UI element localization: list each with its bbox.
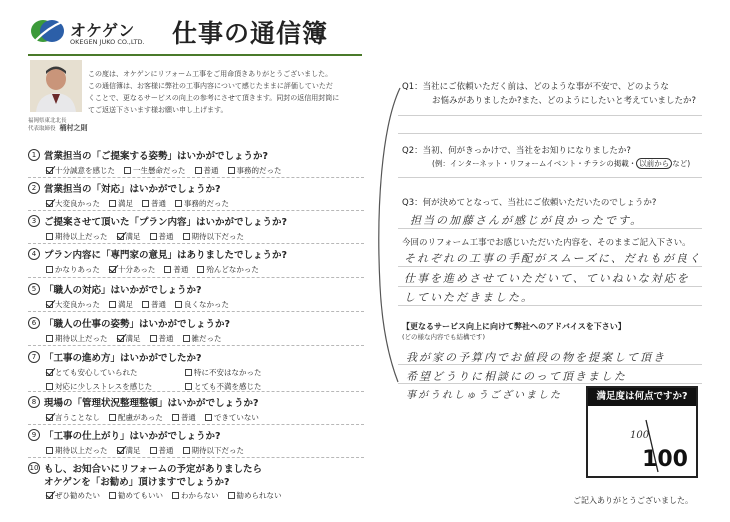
option[interactable] — [117, 231, 141, 242]
q2-examples-text: (例：インターネット・リフォームイベント・チラシの掲載・ — [432, 159, 637, 168]
divider — [28, 391, 364, 392]
answer-line — [398, 383, 702, 384]
option[interactable] — [172, 412, 196, 423]
intro-text — [88, 68, 364, 116]
q2-examples-end: など) — [672, 159, 691, 168]
checkbox-checked[interactable] — [117, 447, 124, 454]
option[interactable] — [46, 412, 100, 423]
q2-examples — [432, 158, 690, 169]
checkbox[interactable] — [150, 233, 157, 240]
bracket-mark — [374, 86, 404, 386]
advice-title: 【更なるサービス向上に向けて弊社へのアドバイスを下さい】 — [402, 322, 626, 331]
option-label: 十分あった — [117, 265, 156, 274]
option-label: かなりあった — [55, 265, 100, 274]
option[interactable] — [109, 264, 155, 275]
checkbox[interactable] — [185, 369, 192, 376]
question-3 — [28, 214, 364, 242]
option-label: ぜひ勧めたい — [55, 491, 100, 500]
divider — [28, 277, 364, 278]
checkbox[interactable] — [124, 167, 131, 174]
option-label: 満足 — [118, 300, 133, 309]
checkbox[interactable] — [172, 492, 179, 499]
checkbox[interactable] — [109, 200, 116, 207]
question-5 — [28, 282, 364, 310]
option-label: 特に不安はなかった — [194, 368, 262, 377]
option-label: 普通 — [180, 413, 196, 422]
option-label: 期待以上だった — [55, 334, 108, 343]
option-label: 良くなかった — [184, 300, 229, 309]
option[interactable] — [183, 445, 245, 456]
checkbox-checked[interactable] — [46, 492, 53, 499]
checkbox[interactable] — [150, 335, 157, 342]
checkbox[interactable] — [164, 266, 171, 273]
q1-text: Q1：当社にご依頼いただく前は、どのような事が不安で、どのような — [402, 82, 669, 92]
advice-handwritten-answer: 我が家の予算内でお値段の物を提案して頂き — [406, 351, 666, 364]
q1-text-line2: お悩みがありましたか?また、どのようにしたいと考えていましたか? — [432, 96, 697, 106]
president-photo — [30, 60, 82, 112]
question-9 — [28, 428, 364, 456]
option[interactable] — [185, 367, 262, 378]
option[interactable] — [109, 412, 163, 423]
checkbox-checked[interactable] — [117, 233, 124, 240]
option-label: 普通 — [173, 265, 189, 274]
option-label: 普通 — [158, 446, 174, 455]
divider — [28, 311, 364, 312]
option-label: 対応に少しストレスを感じた — [55, 382, 153, 391]
question-7 — [28, 350, 364, 392]
option[interactable] — [197, 264, 259, 275]
option-label: 普通 — [203, 166, 219, 175]
question-number: 6 — [28, 317, 40, 329]
option-label: 満足 — [125, 446, 141, 455]
checkbox[interactable] — [228, 167, 235, 174]
president-name: 桶村之則 — [59, 124, 88, 132]
option[interactable] — [117, 333, 141, 344]
answer-line — [398, 177, 702, 178]
option-label: とても不満を感じた — [194, 382, 262, 391]
checkbox-checked[interactable] — [46, 369, 53, 376]
question-text: もし、お知合いにリフォームの予定がありましたら — [44, 463, 263, 475]
option[interactable] — [172, 490, 219, 501]
option[interactable] — [150, 333, 174, 344]
president-role: 代表取締役 — [28, 126, 56, 132]
checkbox[interactable] — [142, 301, 149, 308]
question-number: 2 — [28, 182, 40, 194]
question-text: 「職人の対応」はいかがでしょうか? — [44, 284, 202, 296]
option[interactable] — [150, 231, 174, 242]
option-label: 十分誠意を感じた — [55, 166, 115, 175]
checkbox[interactable] — [175, 200, 182, 207]
selected-answer-circle: 以前から — [636, 158, 672, 169]
option-label: 普通 — [151, 199, 166, 208]
page-title: 仕事の通信簿 — [172, 19, 329, 48]
satisfaction-title: 満足度は何点ですか? — [588, 388, 696, 406]
question-text: プラン内容に「専門家の意見」はありましたでしょうか? — [44, 249, 288, 261]
question-text: 「工事の進め方」はいかがでしたか? — [44, 352, 202, 364]
checkbox[interactable] — [183, 233, 190, 240]
option-label: 事務的だった — [236, 166, 282, 175]
divider — [28, 243, 364, 244]
question-text: 「職人の仕事の姿勢」はいかがでしょうか? — [44, 318, 231, 330]
option[interactable] — [205, 412, 259, 423]
option[interactable] — [117, 445, 141, 456]
answer-line — [398, 115, 702, 116]
checkbox-checked[interactable] — [46, 167, 53, 174]
option-label: 満足 — [118, 199, 133, 208]
option[interactable] — [46, 264, 100, 275]
option[interactable] — [195, 165, 219, 176]
divider — [28, 210, 364, 211]
option[interactable] — [46, 367, 176, 378]
option[interactable] — [109, 198, 133, 209]
question-number: 5 — [28, 283, 40, 295]
title-divider — [28, 54, 362, 56]
checkbox[interactable] — [46, 383, 53, 390]
q3-handwritten-answer: 担当の加藤さんが感じが良かったです。 — [410, 214, 644, 227]
question-number: 10 — [29, 463, 39, 472]
checkbox[interactable] — [109, 301, 116, 308]
checkbox[interactable] — [228, 492, 235, 499]
answer-line — [398, 266, 702, 267]
logo-subtext: OKEGEN JUKO CO.,LTD. — [70, 38, 145, 46]
option-label: 配慮があった — [118, 413, 163, 422]
option[interactable] — [228, 165, 282, 176]
advice-handwritten-answer: 希望どうりに相談にのって頂きました — [406, 370, 627, 383]
checkbox[interactable] — [205, 414, 212, 421]
option[interactable] — [46, 445, 108, 456]
question-text: ご提案させて頂いた「プラン内容」はいかがでしょうか? — [44, 216, 288, 228]
intro-line: この度は、オケゲンにリフォーム工事をご用命頂きありがとうございました。 — [88, 70, 333, 78]
question-number: 9 — [28, 429, 40, 441]
q4-handwritten-answer: 仕事を進めさせていただいて、ていねいな対応を — [404, 272, 690, 285]
option-label: 満足 — [125, 232, 141, 241]
q4-text: 今回のリフォーム工事でお感じいただいた内容を、そのままご記入下さい。 — [402, 238, 691, 248]
option-label: 勧められない — [236, 491, 282, 500]
intro-line: この通信簿は、お客様に弊社の工事内容について感じたままに評価していただ — [88, 82, 333, 90]
checkbox[interactable] — [175, 301, 182, 308]
checkbox[interactable] — [195, 167, 202, 174]
option[interactable] — [164, 264, 188, 275]
question-number: 4 — [28, 248, 40, 260]
option-label: 期待以下だった — [191, 232, 244, 241]
checkbox[interactable] — [197, 266, 204, 273]
option[interactable] — [175, 299, 229, 310]
answer-line — [398, 133, 702, 134]
option[interactable] — [175, 198, 229, 209]
option[interactable] — [109, 490, 163, 501]
option-label: 殆んどなかった — [206, 265, 259, 274]
option-label: 普通 — [158, 232, 174, 241]
question-10 — [28, 461, 364, 501]
president-name-line — [28, 123, 88, 133]
option[interactable] — [46, 198, 100, 209]
option-label: できていない — [213, 413, 259, 422]
checkbox[interactable] — [46, 335, 53, 342]
checkbox-checked[interactable] — [109, 266, 116, 273]
question-number: 3 — [28, 215, 40, 227]
advice-subtitle: (どの様な内容でも結構です) — [402, 333, 486, 341]
president-title: 福岡県東北北長 — [28, 118, 67, 124]
option-label: 普通 — [158, 334, 174, 343]
q4-handwritten-answer: していただきました。 — [404, 291, 534, 304]
option-label: 勧めてもいい — [118, 491, 163, 500]
question-number: 1 — [28, 149, 40, 161]
question-number: 8 — [28, 396, 40, 408]
logo-text: オケゲン — [70, 21, 135, 40]
checkbox[interactable] — [150, 447, 157, 454]
checkbox-checked[interactable] — [117, 335, 124, 342]
option-label: とても安心していられた — [55, 368, 138, 377]
question-text: 営業担当の「対応」はいかがでしょうか? — [44, 183, 221, 195]
answer-line — [398, 305, 702, 306]
answer-line — [398, 364, 702, 365]
satisfaction-box — [586, 386, 698, 478]
checkbox[interactable] — [142, 200, 149, 207]
leaf-logo-icon — [30, 18, 66, 44]
checkbox-checked[interactable] — [46, 414, 53, 421]
option[interactable] — [142, 299, 166, 310]
question-8 — [28, 395, 364, 423]
option[interactable] — [150, 445, 174, 456]
option-label: 期待以上だった — [55, 446, 108, 455]
option[interactable] — [142, 198, 166, 209]
option[interactable] — [46, 333, 108, 344]
intro-line: くことで、更なるサービスの向上の参考にさせて頂きます。同封の返信用封筒に — [88, 94, 340, 102]
option-label: 普通 — [151, 300, 166, 309]
question-text: 「工事の仕上がり」はいかがでしょうか? — [44, 430, 221, 442]
checkbox[interactable] — [185, 383, 192, 390]
divider — [28, 177, 364, 178]
option-label: わからない — [181, 491, 219, 500]
divider — [28, 345, 364, 346]
company-logo — [30, 16, 156, 54]
question-6 — [28, 316, 364, 344]
question-2 — [28, 181, 364, 209]
divider — [28, 457, 364, 458]
option[interactable] — [46, 231, 108, 242]
question-4 — [28, 247, 364, 275]
option[interactable] — [46, 165, 115, 176]
question-text: 営業担当の「ご提案する姿勢」はいかがでしょうか? — [44, 150, 269, 162]
thanks-text: ご記入ありがとうございました。 — [573, 496, 693, 505]
option[interactable] — [183, 231, 245, 242]
checkbox[interactable] — [109, 414, 116, 421]
option[interactable] — [46, 490, 100, 501]
advice-handwritten-answer: 事がうれしゅうございました — [406, 390, 562, 401]
option-label: 満足 — [125, 334, 141, 343]
option-label: 大変良かった — [55, 300, 100, 309]
answer-line — [398, 228, 702, 229]
option[interactable] — [46, 299, 100, 310]
option-label: 言うことなし — [55, 413, 100, 422]
option-label: 一生懸命だった — [133, 166, 186, 175]
q4-handwritten-answer: それぞれの工事の手配がスムーズに、だれもが良く — [404, 252, 702, 265]
q3-text: Q3：何が決めてとなって、当社にご依頼いただいたのでしょうか? — [402, 198, 657, 208]
checkbox[interactable] — [46, 266, 53, 273]
divider — [28, 424, 364, 425]
option-label: 期待以上だった — [55, 232, 108, 241]
option[interactable] — [109, 299, 133, 310]
intro-line: てご返送下さいます様お願い申し上げます。 — [88, 106, 228, 114]
checkbox[interactable] — [109, 492, 116, 499]
option-label: 事務的だった — [184, 199, 229, 208]
checkbox[interactable] — [172, 414, 179, 421]
checkbox[interactable] — [46, 447, 53, 454]
answer-line — [398, 286, 702, 287]
option[interactable] — [228, 490, 282, 501]
checkbox[interactable] — [183, 447, 190, 454]
question-text: 現場の「管理状況整理整頓」はいかがでしょうか? — [44, 397, 259, 409]
option[interactable] — [124, 165, 186, 176]
satisfaction-handwritten: 100 — [630, 430, 650, 441]
q2-text: Q2：当初、何がきっかけで、当社をお知りになりましたか? — [402, 146, 631, 156]
checkbox-checked[interactable] — [46, 200, 53, 207]
option[interactable] — [183, 333, 222, 344]
option-label: 雑だった — [191, 334, 222, 343]
question-text-line2: オケゲンを「お勧め」頂けますでしょうか? — [44, 476, 230, 488]
checkbox-checked[interactable] — [46, 301, 53, 308]
person-icon — [30, 60, 82, 112]
checkbox[interactable] — [46, 233, 53, 240]
satisfaction-score: 100 — [642, 447, 688, 472]
option-label: 期待以下だった — [191, 446, 244, 455]
option-label: 大変良かった — [55, 199, 100, 208]
question-1 — [28, 148, 364, 176]
checkbox[interactable] — [183, 335, 190, 342]
question-number: 7 — [28, 351, 40, 363]
